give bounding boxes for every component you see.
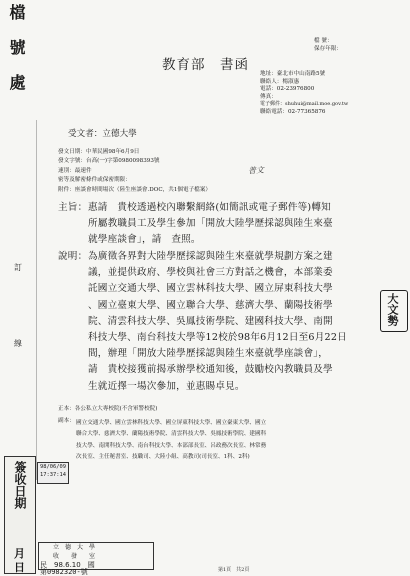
subject-line: 惠請 貴校透過校內聯繫網絡(如簡訊或電子郵件等)轉知 xyxy=(88,202,331,213)
issue-date: 發文日期：中華民國98年6月9日 xyxy=(58,149,140,155)
receipt-date-box xyxy=(4,456,36,574)
subject-line: 所屬教職員工及學生參加「開放大陸學歷採認與陸生來臺 xyxy=(88,218,333,230)
stamp-date-line: 民 98.6.10 國 xyxy=(40,561,95,569)
margin-separator-top xyxy=(36,120,37,480)
binding-mark-xian: 線 xyxy=(14,339,22,348)
handwritten-note: 普文 xyxy=(247,165,265,176)
explanation-line: 請 貴校接獲前揭承辦學校通知後，鼓勵校內教職員及學 xyxy=(88,364,333,376)
day-label: 日 xyxy=(14,561,25,574)
document-title: 教育部 書函 xyxy=(162,57,249,73)
copy-line: 聯合大學、慈濟大學、蘭陽技術學院、清雲科技大學、吳鳳技術學院、建國科 xyxy=(76,431,267,438)
address-line: 地址：臺北市中山南路5號 xyxy=(260,71,326,77)
stamp-line-school: 立 德 大 學 xyxy=(53,544,96,551)
receipt-vertical-label: 簽收日期 xyxy=(13,461,27,509)
issue-number: 發文字號：台高(一)字第0980098393號 xyxy=(58,158,160,165)
meta-block xyxy=(58,148,211,195)
copy-line: 技大學、南開科技大學、南台科技大學、本部部長室、呂政務次長室、林常務 xyxy=(76,442,267,449)
binding-mark-ding: 訂 xyxy=(14,263,22,272)
distribution-main: 正本：各公私立大專校院(不含軍警校院) xyxy=(58,406,158,412)
email-line: 電子郵件：shuhui@mail.moe.gov.tw xyxy=(260,101,349,108)
subject-label: 主旨： xyxy=(58,202,88,213)
retention-label: 保存年限： xyxy=(314,46,342,52)
speed-class: 速別：最速件 xyxy=(58,167,92,174)
explanation-line: 科技大學、南台科技大學等12校於98年6月12日至6月22日 xyxy=(88,332,347,344)
right-margin-stamp xyxy=(380,290,408,332)
explanation-line: 託國立交通大學、國立雲林科技大學、國立屏東科技大學 xyxy=(88,283,333,295)
secrecy-line: 密等及解密條件或保密期限： xyxy=(58,177,131,184)
copy-line: 國立交通大學、國立雲林科技大學、國立屏東科技大學、國立臺東大學、國立 xyxy=(76,420,267,426)
contact-line: 聯絡人：楊淑惠 xyxy=(260,78,300,85)
explanation-line: 、國立臺東大學、國立聯合大學、慈濟大學、蘭陽技術學 xyxy=(88,299,333,311)
recipient-line: 受文者：立德大學 xyxy=(68,129,137,139)
explanation-line: 為廣徵各界對大陸學歷採認與陸生來臺就學規劃方案之建 xyxy=(88,251,333,262)
file-number-label: 檔 號： xyxy=(314,38,333,44)
address-block xyxy=(260,71,348,117)
receipt-time-stamp xyxy=(37,462,69,484)
subject-line: 就學座談會」，請 查照。 xyxy=(88,234,201,246)
page-footer: 第1頁 共2頁 xyxy=(218,567,250,573)
file-office-vertical-label: 檔 號 處 xyxy=(7,4,26,90)
receipt-time: 17:37:14 xyxy=(40,472,66,478)
attachment-line: 附件：座談會時間場次（陸生座談會.DOC，共1個電子檔案） xyxy=(58,186,211,193)
copy-line: 次長室、主任秘書室、技職司、大陸小組、高教司(司長室、1科、2科) xyxy=(76,454,250,461)
fax-line: 傳真： xyxy=(260,93,277,100)
explanation-line: 間，辦理「開放大陸學歷採認與陸生來臺就學座談會」， xyxy=(88,348,329,360)
stamp-number-line: 第0982320-號 xyxy=(40,568,88,576)
explanation-body xyxy=(88,249,347,395)
explanation-label: 說明： xyxy=(58,251,88,262)
phone-line: 電話：02-23976800 xyxy=(260,86,315,93)
stamp-line-office: 收 發 室 xyxy=(53,553,96,560)
explanation-line: 議，並提供政府、學校與社會三方對話之機會，本部業委 xyxy=(88,267,333,279)
month-label: 月 xyxy=(14,547,25,560)
distribution-copy-label: 副本： xyxy=(58,418,75,424)
right-stamp-text: 大文勢 xyxy=(386,293,399,326)
contact-phone-line: 聯絡電話：02-77365876 xyxy=(260,108,326,115)
receipt-date: 98/06/09 xyxy=(40,464,66,470)
distribution-copy-body xyxy=(76,418,266,464)
explanation-line: 院、清雲科技大學、吳鳳技術學院、建國科技大學、南開 xyxy=(88,315,333,327)
explanation-line: 生就近擇一場次參加，並惠賜卓見。 xyxy=(88,380,245,392)
subject-body xyxy=(88,200,333,249)
